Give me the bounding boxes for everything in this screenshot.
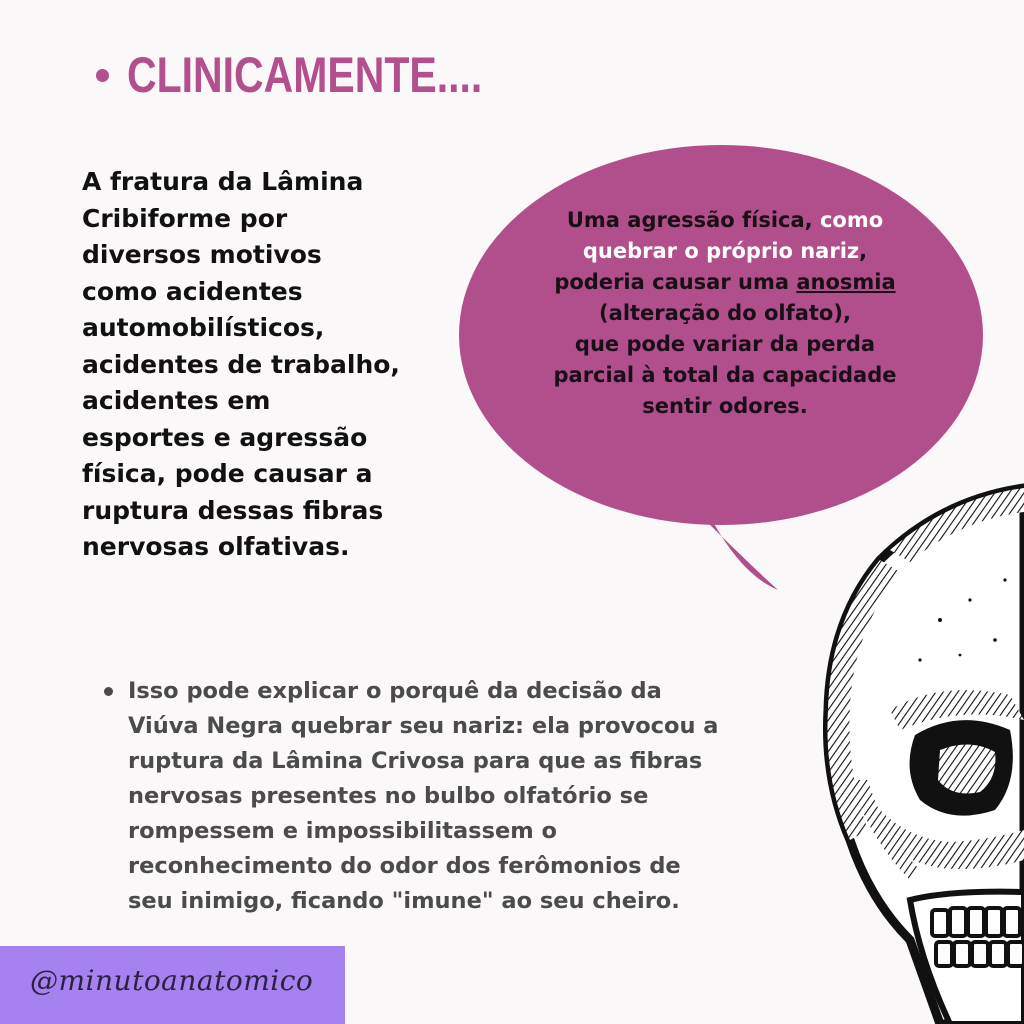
bubble-line: sentir odores. [642, 394, 808, 418]
bottom-line: Viúva Negra quebrar seu nariz: ela provocou a [128, 713, 719, 739]
bottom-line: reconhecimento do odor dos ferômonios de [128, 853, 681, 879]
anosmia-term: anosmia [796, 270, 896, 294]
bubble-text [505, 205, 945, 422]
left-line: nervosas olfativas. [82, 532, 350, 561]
bubble-text-dark: Uma agressão física, [566, 208, 820, 232]
bubble-text-dark: poderia causar uma [554, 270, 797, 294]
left-line: ruptura dessas fibras [82, 495, 384, 525]
bubble-text-highlight: como [819, 208, 884, 232]
heading-title: CLINICAMENTE.... [127, 47, 483, 103]
left-line: como acidentes [82, 276, 303, 306]
left-line: automobilísticos, [82, 313, 325, 342]
bottom-line: seu inimigo, ficando "imune" ao seu cheiro. [128, 888, 680, 914]
left-line: esportes e agressão [82, 422, 368, 452]
bubble-line: que pode variar da perda [574, 332, 876, 356]
left-line: acidentes de trabalho, [82, 349, 400, 379]
bottom-bullet [104, 687, 113, 696]
left-line: diversos motivos [82, 240, 322, 269]
bubble-line: parcial à total da capacidade [553, 363, 897, 387]
bottom-paragraph [104, 674, 744, 919]
bottom-line: rompessem e impossibilitassem o [128, 818, 557, 844]
bottom-line: nervosas presentes no bulbo olfatório se [128, 783, 649, 809]
left-line: física, pode causar a [82, 459, 373, 488]
bubble-line: (alteração do olfato), [599, 301, 851, 325]
bubble-line [505, 267, 945, 298]
bubble-text-dark: , [859, 239, 868, 263]
left-line: acidentes em [82, 386, 271, 415]
bubble-text-highlight: quebrar o próprio nariz [582, 239, 860, 263]
bottom-line: ruptura da Lâmina Crivosa para que as fibras [128, 748, 703, 774]
left-line: Cribiforme por [82, 203, 288, 233]
skull-illustration-icon [820, 480, 1024, 1024]
left-line: A fratura da Lâmina [82, 167, 364, 196]
bubble-line [505, 205, 945, 236]
bubble-line [505, 236, 945, 267]
bottom-line: Isso pode explicar o porquê da decisão da [128, 678, 662, 704]
footer-handle: @minutoanatomico [30, 964, 314, 997]
